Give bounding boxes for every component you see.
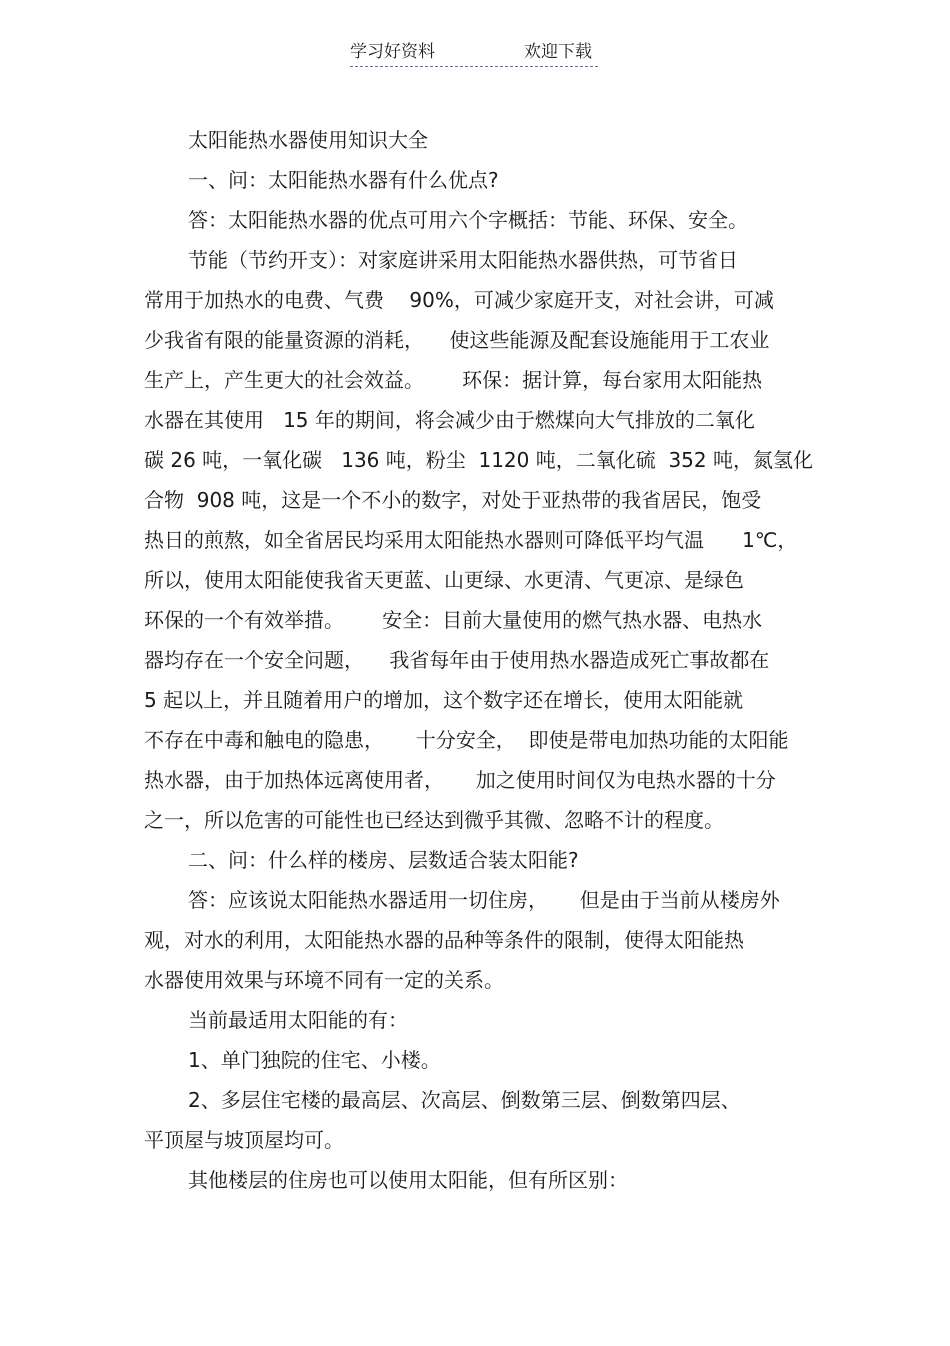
list-intro: 当前最适用太阳能的有： [188,1008,408,1032]
closing-line: 其他楼层的住房也可以使用太阳能，但有所区别： [188,1168,628,1192]
header-right-text: 欢迎下载 [524,42,592,62]
document-title: 太阳能热水器使用知识大全 [188,128,428,152]
answer-2-line: 水器使用效果与环境不同有一定的关系。 [144,968,504,992]
answer-2-line: 答：应该说太阳能热水器适用一切住房， 但是由于当前从楼房外 [188,888,780,912]
paragraph-line: 常用于加热水的电费、气费 90%，可减少家庭开支，对社会讲，可减 [144,288,774,312]
list-item-1: 1、单门独院的住宅、小楼。 [188,1048,441,1072]
question-2: 二、问：什么样的楼房、层数适合装太阳能? [188,848,579,872]
header-left-text: 学习好资料 [350,42,435,62]
paragraph-line: 热日的煎熬，如全省居民均采用太阳能热水器则可降低平均气温 1℃， [144,528,798,552]
question-1: 一、问：太阳能热水器有什么优点? [188,168,499,192]
paragraph-line: 生产上，产生更大的社会效益。 环保：据计算，每台家用太阳能热 [144,368,763,392]
paragraph-line: 所以，使用太阳能使我省天更蓝、山更绿、水更清、气更凉、是绿色 [144,568,744,592]
page-header [350,40,598,67]
list-item-2: 2、多层住宅楼的最高层、次高层、倒数第三层、倒数第四层、 [188,1088,741,1112]
paragraph-line: 合物 908 吨，这是一个不小的数字，对处于亚热带的我省居民，饱受 [144,488,762,512]
paragraph-line: 节能（节约开支）：对家庭讲采用太阳能热水器供热，可节省日 [188,248,738,272]
list-item-2-continued: 平顶屋与坡顶屋均可。 [144,1128,344,1152]
answer-2-line: 观，对水的利用，太阳能热水器的品种等条件的限制，使得太阳能热 [144,928,744,952]
paragraph-line: 环保的一个有效举措。 安全：目前大量使用的燃气热水器、电热水 [144,608,763,632]
paragraph-line: 不存在中毒和触电的隐患， 十分安全， 即使是带电加热功能的太阳能 [144,728,789,752]
paragraph-line: 碳 26 吨，一氧化碳 136 吨，粉尘 1120 吨，二氧化硫 352 吨，氮氢化 [144,448,813,472]
paragraph-line: 5 起以上，并且随着用户的增加，这个数字还在增长，使用太阳能就 [144,688,744,712]
paragraph-line: 之一，所以危害的可能性也已经达到微乎其微、忽略不计的程度。 [144,808,724,832]
paragraph-line: 水器在其使用 15 年的期间，将会减少由于燃煤向大气排放的二氧化 [144,408,755,432]
paragraph-line: 少我省有限的能量资源的消耗， 使这些能源及配套设施能用于工农业 [144,328,770,352]
paragraph-line: 器均存在一个安全问题， 我省每年由于使用热水器造成死亡事故都在 [144,648,770,672]
paragraph-line: 热水器，由于加热体远离使用者， 加之使用时间仅为电热水器的十分 [144,768,776,792]
answer-1-intro: 答：太阳能热水器的优点可用六个字概括：节能、环保、安全。 [188,208,748,232]
